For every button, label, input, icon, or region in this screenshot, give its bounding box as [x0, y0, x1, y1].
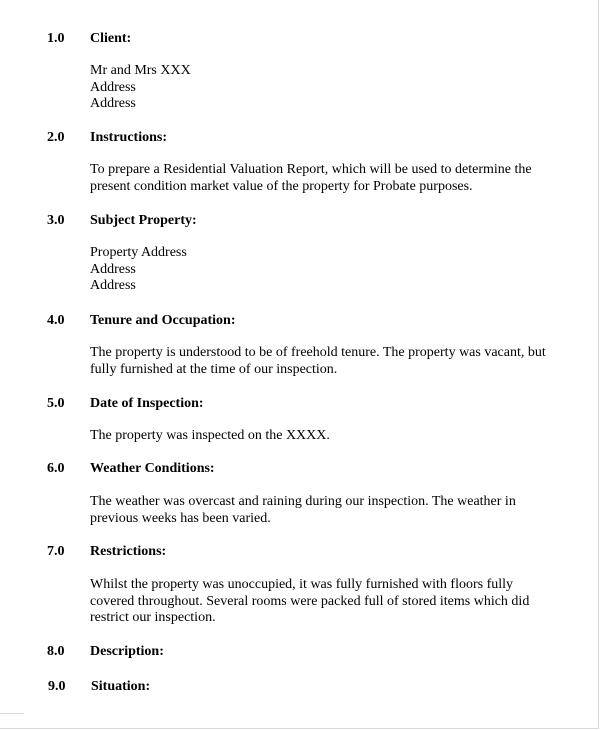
body-line: To prepare a Residential Valuation Report, which will be used to determine the	[90, 162, 532, 177]
section-heading: Restrictions:	[90, 544, 167, 559]
body-line: Whilst the property was unoccupied, it was fully furnished with floors fully	[90, 577, 514, 592]
section-heading: Date of Inspection:	[90, 396, 204, 411]
body-line: The weather was overcast and raining during our inspection. The weather in	[90, 494, 516, 509]
body-line: Address	[90, 96, 136, 111]
section-heading: Client:	[90, 31, 132, 46]
section-body	[90, 63, 570, 113]
body-line: covered throughout. Several rooms were packed full of stored items which did	[90, 593, 530, 609]
section-body	[90, 428, 570, 445]
body-line: Address	[90, 278, 136, 293]
body-line: Address	[90, 261, 136, 277]
body-line: Property Address	[90, 245, 187, 260]
section-number: 9.0	[48, 679, 66, 694]
section-body	[90, 245, 570, 295]
body-line: Address	[90, 79, 136, 95]
body-line: restrict our inspection.	[90, 610, 216, 625]
body-line: The property is understood to be of freehold tenure. The property was vacant, but	[90, 345, 546, 360]
body-line: present condition market value of the property for Probate purposes.	[90, 178, 473, 194]
section-number: 5.0	[47, 396, 65, 411]
section-heading: Weather Conditions:	[90, 461, 215, 476]
section-number: 2.0	[47, 130, 65, 145]
body-line: Mr and Mrs XXX	[90, 63, 191, 78]
section-number: 8.0	[47, 644, 65, 659]
section-body	[90, 577, 570, 627]
body-line: fully furnished at the time of our inspection.	[90, 361, 338, 377]
section-heading: Subject Property:	[90, 213, 197, 228]
section-number: 1.0	[47, 31, 65, 46]
section-number: 3.0	[47, 213, 65, 228]
section-heading: Situation:	[91, 679, 151, 694]
section-heading: Tenure and Occupation:	[90, 313, 236, 328]
section-body	[90, 162, 570, 195]
section-heading: Description:	[90, 644, 164, 659]
section-body	[90, 345, 570, 378]
body-line: previous weeks has been varied.	[90, 510, 271, 526]
body-line: The property was inspected on the XXXX.	[90, 428, 330, 443]
section-number: 6.0	[47, 461, 65, 476]
section-body	[90, 494, 570, 527]
page-edge-mark	[0, 713, 24, 714]
section-number: 4.0	[47, 313, 65, 328]
section-heading: Instructions:	[90, 130, 168, 145]
section-number: 7.0	[47, 544, 65, 559]
